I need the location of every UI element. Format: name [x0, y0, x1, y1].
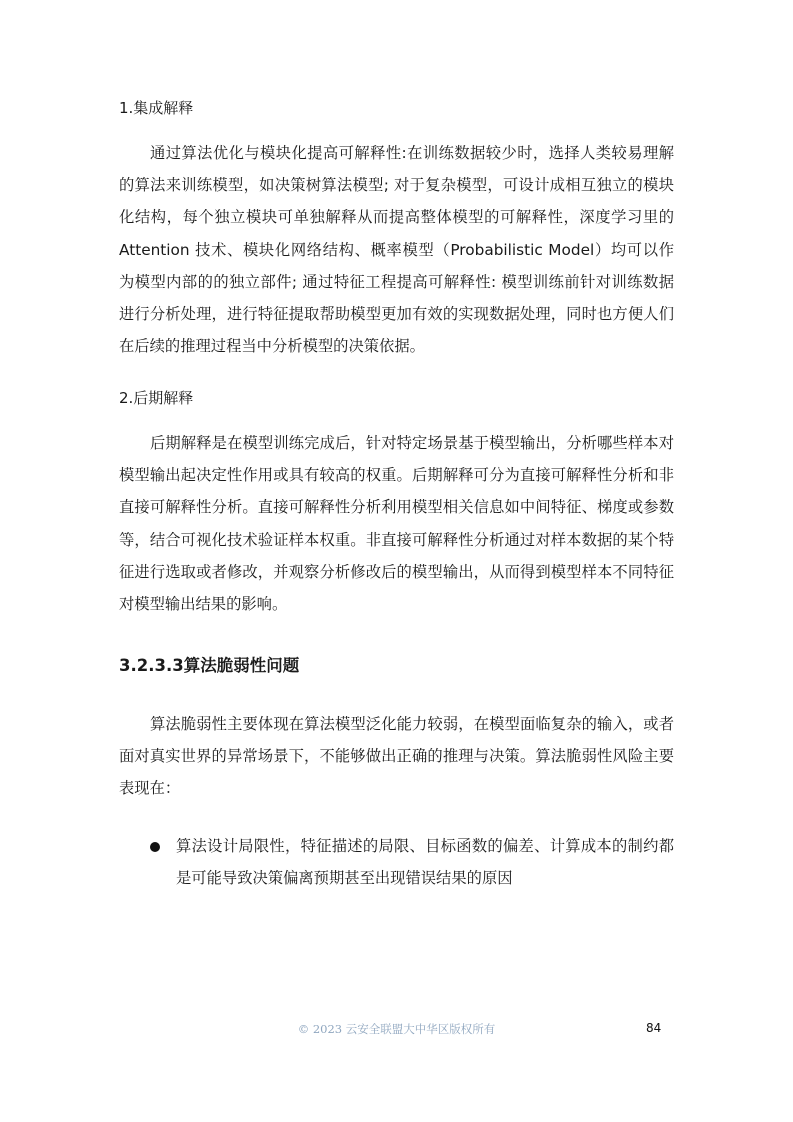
paragraph-integrated-explanation: 通过算法优化与模块化提高可解释性:在训练数据较少时，选择人类较易理解的算法来训练模型，如决策树算法模型; 对于复杂模型，可设计成相互独立的模块化结构，每个独立模块可单独解释从而提高整体模型的可解释性，深度学习里的 Attention 技术、模块化网络结构、概率模型（Probabilistic Model）均可以作为模型内部的的独立部件; 通过特征工程提高可解释性: 模型训练前针对训练数据进行分析处理，进行特征提取帮助模型更加有效的实现数据处理，同时也方便人们在后续的推理过程当中分析模型的决策依据。	[119, 144, 674, 356]
paragraph-post-hoc-explanation: 后期解释是在模型训练完成后，针对特定场景基于模型输出，分析哪些样本对模型输出起决定性作用或具有较高的权重。后期解释可分为直接可解释性分析和非直接可解释性分析。直接可解释性分析利用模型相关信息如中间特征、梯度或参数等，结合可视化技术验证样本权重。非直接可解释性分析通过对样本数据的某个特征进行选取或者修改，并观察分析修改后的模型输出，从而得到模型样本不同特征对模型输出结果的影响。	[119, 434, 674, 614]
section-heading-algorithm-fragility: 3.2.3.3算法脆弱性问题	[119, 656, 300, 675]
bullet-text: 算法设计局限性，特征描述的局限、目标函数的偏差、计算成本的制约都是可能导致决策偏离预期甚至出现错误结果的原因	[176, 837, 674, 888]
footer-copyright: © 2023 云安全联盟大中华区版权所有	[297, 1022, 496, 1036]
bullet-icon	[150, 842, 160, 852]
list-item	[119, 830, 674, 894]
subsection-title-post-hoc-explanation: 2.后期解释	[119, 389, 194, 407]
subsection-title-integrated-explanation: 1.集成解释	[119, 99, 194, 117]
paragraph-algorithm-fragility: 算法脆弱性主要体现在算法模型泛化能力较弱，在模型面临复杂的输入，或者面对真实世界的异常场景下，不能够做出正确的推理与决策。算法脆弱性风险主要表现在：	[119, 715, 674, 798]
page-number: 84	[646, 1021, 662, 1035]
